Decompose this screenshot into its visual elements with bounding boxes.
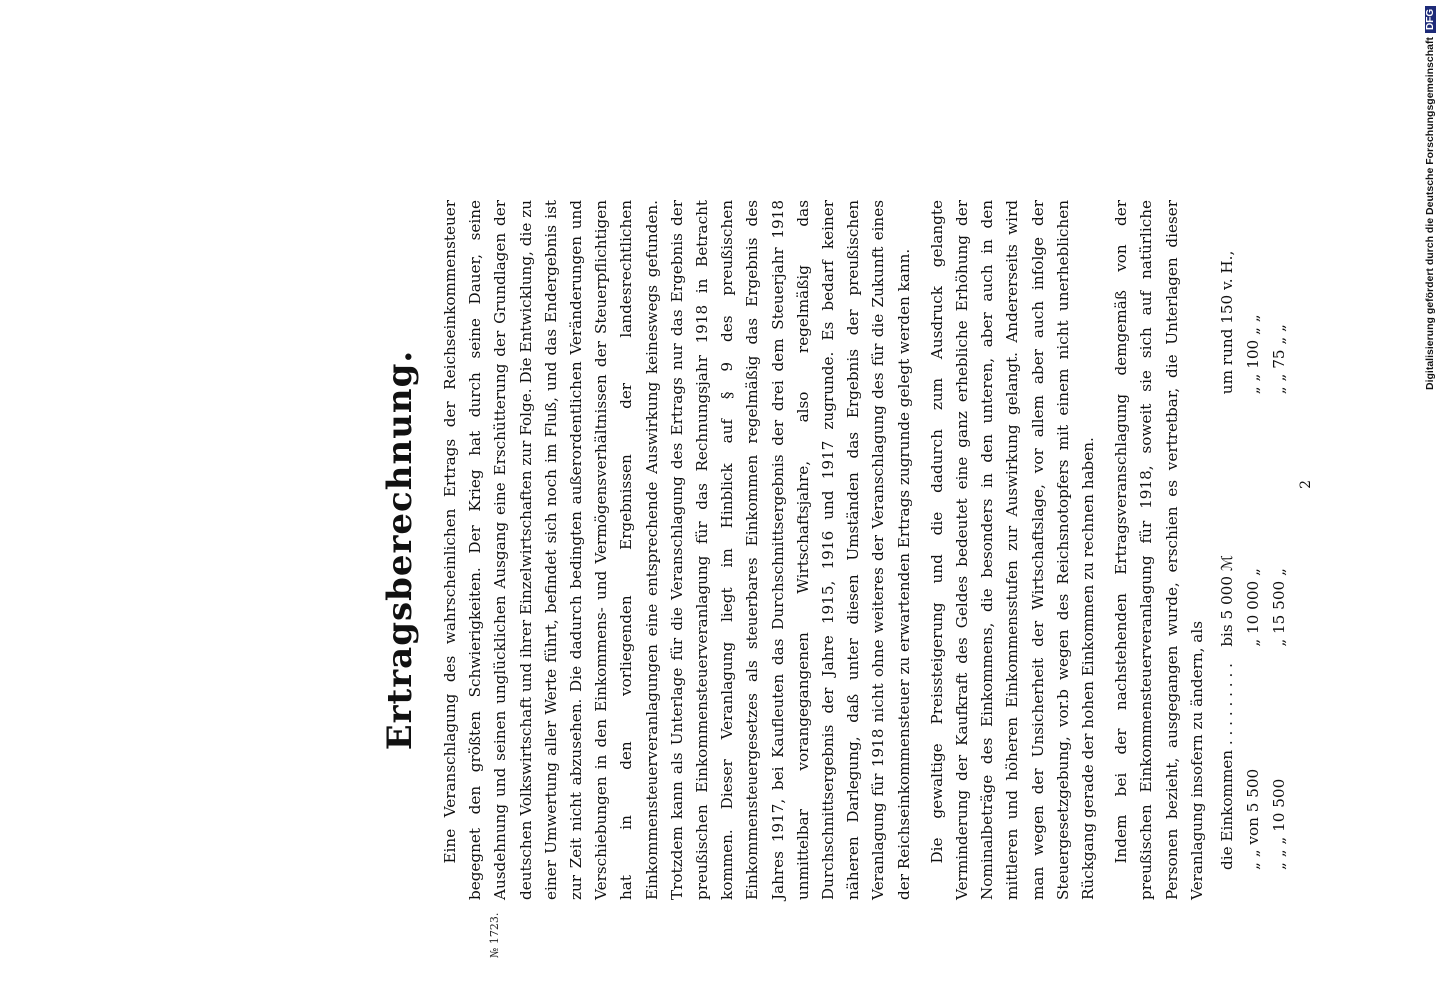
funding-note-text: Digitalisierung gefördert durch die Deutsche Forschungsgemeinschaft	[1424, 37, 1436, 390]
table-row	[1240, 200, 1266, 900]
table-cell: „ „ von 5 500	[1244, 768, 1263, 870]
table-cell: um rund 150 v. H.,	[1218, 250, 1237, 395]
rotated-text-block	[380, 200, 1314, 900]
table-cell: bis 5 000 ℳ	[1218, 554, 1237, 647]
funding-note	[1402, 8, 1436, 390]
table-cell: „ „ 100 „ „	[1244, 314, 1263, 395]
table-cell: die Einkommen . . . . . . . . .	[1218, 663, 1237, 870]
table-row	[1214, 200, 1240, 900]
page-number: 2	[1298, 480, 1315, 489]
shelfmark: № 1723.	[488, 912, 501, 958]
table-cell: „ „ „ 10 500	[1270, 778, 1289, 870]
dfg-logo: DFG	[1425, 6, 1436, 33]
paragraph-1: Eine Veranschlagung des wahrscheinlichen Ertrags der Reichseinkommensteuer begegnet den größten Schwierigkeiten. Der Krieg hat durch seine Dauer, seine Ausdehnung und seinen unglücklichen Ausgang eine Erschütterung der Grundlagen der deutschen Volkswirtschaft und ihrer Einzelwirtschaften zur Folge. Die Entwicklung, die zu einer Umwertung aller Werte führt, befindet sich noch im Fluß, und das Endergebnis ist zur Zeit nicht abzusehen. Die dadurch bedingten außerordentlichen Veränderungen und Verschiebungen in den Einkommens- und Vermögensverhältnissen der Steuerpflichtigen hat in den vorliegenden Ergebnissen der landesrechtlichen Einkommensteuerveranlagungen eine entsprechende Auswirkung keineswegs gefunden. Trotzdem kann als Unterlage für die Veranschlagung des Ertrags nur das Ergebnis der preußischen Einkommensteuerveranlagung für das Rechnungsjahr 1918 in Betracht kommen. Dieser Veranlagung liegt im Hinblick auf § 9 des preußischen Einkommensteuergesetzes als steuerbares Einkommen regelmäßig das Ergebnis des Jahres 1917, bei Kaufleuten das Durchschnittsergebnis der drei dem Steuerjahr 1918 unmittelbar vorangegangenen Wirtschaftsjahre, also regelmäßig das Durchschnittsergebnis der Jahre 1915, 1916 und 1917 zugrunde. Es bedarf keiner näheren Darlegung, daß unter diesen Umständen das Ergebnis der preußischen Veranlagung für 1918 nicht ohne weiteres der Veranschlagung des für die Zukunft eines der Reichseinkommensteuer zu erwartenden Ertrags zugrunde gelegt werden kann.	[441, 200, 913, 900]
table-cell: „ 15 500 „	[1270, 568, 1289, 647]
table-row	[1266, 200, 1292, 900]
table-cell: „ 10 000 „	[1244, 568, 1263, 647]
table-cell: „ „ 75 „ „	[1270, 324, 1289, 395]
paragraph-3: Indem bei der nachstehenden Ertragsveranschlagung demgemäß von der preußischen Einkommensteuerveranlagung für 1918, soweit sie sich auf natürliche Personen bezieht, ausgegangen wurde, erschien es vertretbar, die Unterlagen dieser Veranlagung insofern zu ändern, als	[1112, 200, 1206, 900]
funding-note-text-wrap	[1424, 10, 1436, 390]
paragraph-2: Die gewaltige Preissteigerung und die dadurch zum Ausdruck gelangte Verminderung der Kaufkraft des Geldes bedeutet eine ganz erhebliche Erhöhung der Nominalbeträge des Einkommens, die besonders in den unteren, aber auch in den mittleren und höheren Einkommensstufen zur Auswirkung gelangt. Andererseits wird man wegen der Unsicherheit der Wirtschaftslage, vor allem aber auch infolge der Steuergesetzgebung, vor.b wegen des Reichsnotopfers mit einem nicht unerheblichen Rückgang gerade der hohen Einkommen zu rechnen haben.	[927, 200, 1098, 900]
page-title: Ertragsberechnung.	[380, 349, 420, 751]
income-table	[1214, 200, 1292, 900]
